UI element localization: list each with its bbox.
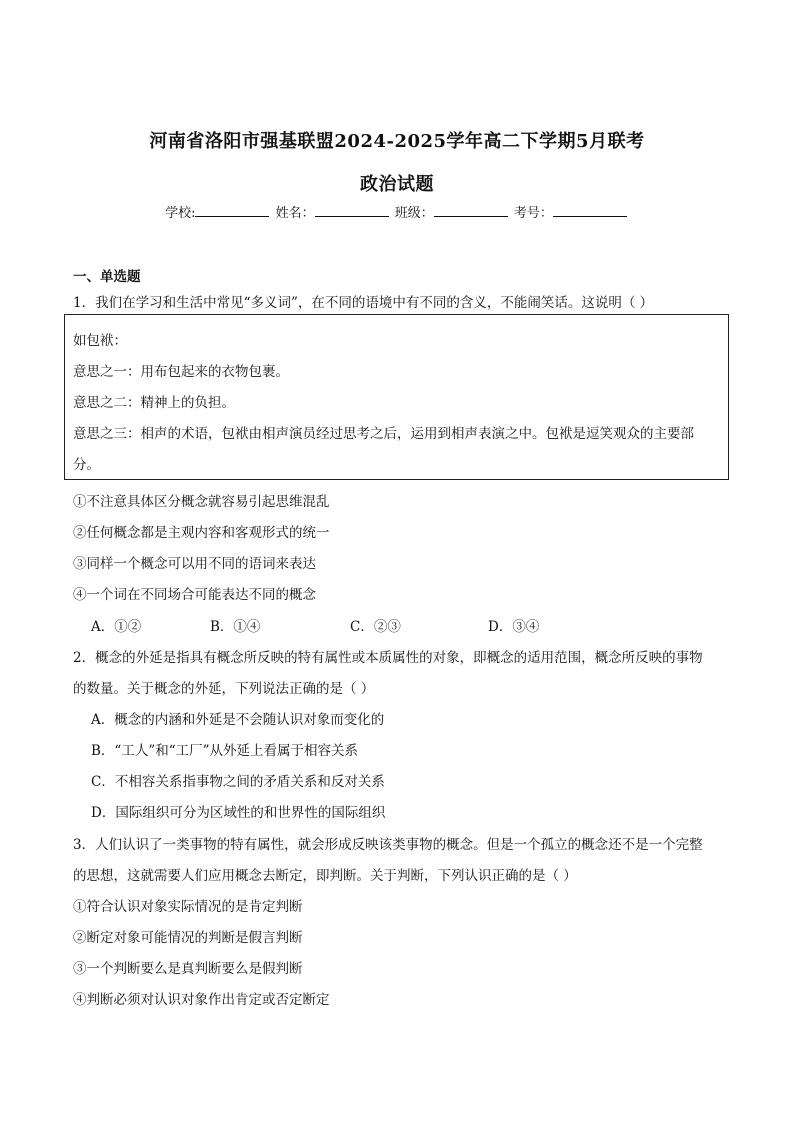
material-line: 意思之三：相声的术语，包袱由相声演员经过思考之后，运用到相声表演之中。包袱是逗笑观众的主要部 [73,426,694,442]
question-1-item: ③同样一个概念可以用不同的语词来表达 [73,556,316,572]
exam-number-label: 考号： [513,206,553,221]
question-3-item: ②断定对象可能情况的判断是假言判断 [73,930,303,946]
question-1-option-d[interactable]: D．③④ [488,619,540,635]
question-3-item: ③一个判断要么是真判断要么是假判断 [73,961,303,977]
question-3-item: ④判断必须对认识对象作出肯定或否定断定 [73,992,330,1008]
student-info-row [0,202,794,221]
question-3-stem-line: 的思想，这就需要人们应用概念去断定，即判断。关于判断，下列认识正确的是（ ） [73,868,577,884]
section-heading: 一、单选题 [73,269,141,285]
question-3-stem-line: 3．人们认识了一类事物的特有属性，就会形成反映该类事物的概念。但是一个孤立的概念还不是一个完整 [73,837,703,853]
question-1-item: ④一个词在不同场合可能表达不同的概念 [73,587,316,603]
question-1-stem: 1．我们在学习和生活中常见“多义词”，在不同的语境中有不同的含义，不能闹笑话。这说明（ ） [73,295,654,311]
question-1-option-c[interactable]: C．②③ [350,619,401,635]
question-1-item: ②任何概念都是主观内容和客观形式的统一 [73,525,330,541]
exam-number-blank[interactable] [553,204,627,217]
question-2-option-c[interactable]: C．不相容关系指事物之间的矛盾关系和反对关系 [91,774,385,790]
question-2-option-b[interactable]: B．“工人”和“工厂”从外延上看属于相容关系 [91,743,359,759]
material-line: 分。 [73,457,100,473]
question-3-item: ①符合认识对象实际情况的是肯定判断 [73,899,303,915]
material-line: 如包袱： [73,333,127,349]
question-2-option-a[interactable]: A．概念的内涵和外延是不会随认识对象而变化的 [91,712,385,728]
school-blank[interactable] [195,204,269,217]
class-blank[interactable] [434,204,508,217]
question-2-stem-line: 的数量。关于概念的外延，下列说法正确的是（ ） [73,681,375,697]
material-line: 意思之二：精神上的负担。 [73,395,235,411]
name-blank[interactable] [315,204,389,217]
exam-subtitle: 政治试题 [360,174,434,195]
question-1-material-box [64,314,729,480]
exam-title: 河南省洛阳市强基联盟2024-2025学年高二下学期5月联考 [149,131,645,152]
question-2-stem-line: 2．概念的外延是指具有概念所反映的特有属性或本质属性的对象，即概念的适用范围，概念所反映的事物 [73,650,703,666]
question-1-option-b[interactable]: B．①④ [210,619,261,635]
question-2-option-d[interactable]: D．国际组织可分为区域性的和世界性的国际组织 [91,805,386,821]
school-label: 学校: [165,206,196,221]
question-1-item: ①不注意具体区分概念就容易引起思维混乱 [73,494,330,510]
material-line: 意思之一：用布包起来的衣物包裹。 [73,364,289,380]
question-1-option-a[interactable]: A．①② [91,619,142,635]
name-label: 姓名： [275,206,315,221]
class-label: 班级： [394,206,434,221]
